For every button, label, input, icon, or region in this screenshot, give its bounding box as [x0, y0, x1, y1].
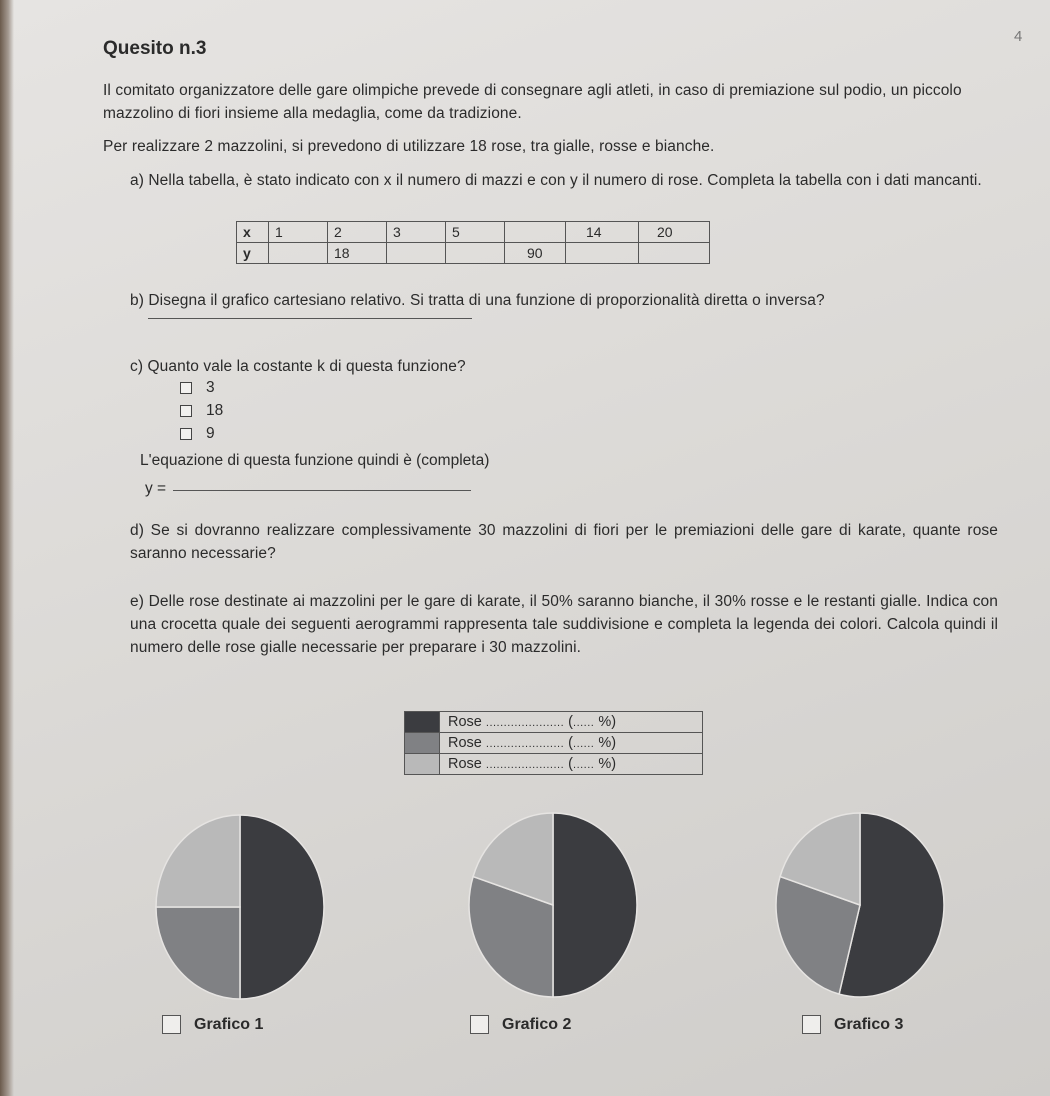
legend-row	[405, 712, 703, 733]
legend-text[interactable]	[440, 754, 703, 775]
legend-text[interactable]	[440, 712, 703, 733]
checkbox[interactable]	[180, 405, 192, 417]
legend-label: Rose	[448, 756, 482, 772]
legend-row	[405, 733, 703, 754]
table-cell-y[interactable]: 18	[328, 243, 387, 264]
legend-open: (	[568, 714, 574, 730]
option-9[interactable]	[180, 425, 215, 443]
pie-chart-3	[770, 810, 950, 1000]
option-3[interactable]	[180, 379, 215, 397]
equation-lhs: y =	[145, 480, 167, 497]
table-cell-y[interactable]: 90	[505, 243, 566, 264]
table-row-x	[237, 222, 710, 243]
part-e-text: e) Delle rose destinate ai mazzolini per le gare di karate, il 50% saranno bianche, il 30% rosse e le restanti gialle. Indica con una crocetta quale dei seguenti aerogrammi rappresenta tale suddivisione e completa la legenda dei colori. Calcola quindi il numero delle rose gialle necessarie per preparare i 30 mazzolini.	[130, 593, 998, 656]
checkbox[interactable]	[162, 1015, 181, 1034]
legend-close: %)	[598, 735, 617, 751]
table-cell-y[interactable]	[639, 243, 710, 264]
option-label: 3	[206, 379, 215, 396]
table-cell-x[interactable]	[505, 222, 566, 243]
option-label: 18	[206, 402, 224, 419]
legend-open: (	[568, 756, 574, 772]
legend-open: (	[568, 735, 574, 751]
part-b-text: b) Disegna il grafico cartesiano relativo. Si tratta di una funzione di proporzionalità diretta o inversa?	[130, 292, 825, 309]
checkbox[interactable]	[180, 428, 192, 440]
table-header-x: x	[237, 222, 269, 243]
option-18[interactable]	[180, 402, 223, 420]
answer-line-b[interactable]	[148, 318, 472, 319]
part-c-text: c) Quanto vale la costante k di questa funzione?	[130, 358, 466, 375]
part-a-text: a) Nella tabella, è stato indicato con x il numero di mazzi e con y il numero di rose. Completa la tabella con i dati mancanti.	[130, 172, 982, 189]
intro-paragraph-2: Per realizzare 2 mazzolini, si prevedono di utilizzare 18 rose, tra gialle, rosse e bianche.	[103, 138, 715, 155]
question-title: Quesito n.3	[103, 38, 207, 59]
chart-caption: Grafico 2	[502, 1015, 572, 1033]
page-shadow-edge	[0, 0, 14, 1096]
checkbox[interactable]	[470, 1015, 489, 1034]
pie-slice	[240, 815, 324, 999]
pie-chart-1	[150, 812, 330, 1002]
legend-text[interactable]	[440, 733, 703, 754]
table-cell-y[interactable]	[566, 243, 639, 264]
table-row-y	[237, 243, 710, 264]
pie-slice	[156, 815, 240, 907]
legend-pct-blank: ......	[573, 717, 595, 729]
intro-paragraph: Il comitato organizzatore delle gare olimpiche prevede di consegnare agli atleti, in caso di premiazione sul podio, un piccolo mazzolino di fiori insieme alla medaglia, come da tradizione.	[103, 82, 962, 122]
table-cell-y[interactable]	[387, 243, 446, 264]
table-cell-x[interactable]: 14	[566, 222, 639, 243]
color-legend	[404, 711, 703, 775]
xy-table	[236, 221, 710, 264]
table-cell-x[interactable]: 5	[446, 222, 505, 243]
grafico-1-option[interactable]	[162, 1015, 263, 1034]
legend-swatch	[405, 754, 440, 775]
handwritten-note: 4	[1014, 28, 1023, 45]
checkbox[interactable]	[180, 382, 192, 394]
checkbox[interactable]	[802, 1015, 821, 1034]
legend-close: %)	[598, 756, 617, 772]
legend-blank: ......................	[485, 738, 565, 750]
legend-blank: ......................	[485, 759, 565, 771]
pie-slice	[156, 907, 240, 999]
option-label: 9	[206, 425, 215, 442]
legend-row	[405, 754, 703, 775]
grafico-2-option[interactable]	[470, 1015, 571, 1034]
table-cell-x[interactable]: 3	[387, 222, 446, 243]
table-cell-y[interactable]	[269, 243, 328, 264]
pie-slice	[553, 813, 637, 997]
legend-pct-blank: ......	[573, 738, 595, 750]
chart-caption: Grafico 3	[834, 1015, 904, 1033]
chart-caption: Grafico 1	[194, 1015, 264, 1033]
legend-label: Rose	[448, 735, 482, 751]
legend-swatch	[405, 712, 440, 733]
legend-swatch	[405, 733, 440, 754]
legend-blank: ......................	[485, 717, 565, 729]
table-cell-x[interactable]: 1	[269, 222, 328, 243]
legend-pct-blank: ......	[573, 759, 595, 771]
equation-prompt: L'equazione di questa funzione quindi è (completa)	[140, 452, 490, 469]
table-cell-x[interactable]: 20	[639, 222, 710, 243]
table-cell-x[interactable]: 2	[328, 222, 387, 243]
legend-label: Rose	[448, 714, 482, 730]
grafico-3-option[interactable]	[802, 1015, 903, 1034]
table-header-y: y	[237, 243, 269, 264]
part-d-text: d) Se si dovranno realizzare complessivamente 30 mazzolini di fiori per le premiazioni delle gare di karate, quante rose saranno necessarie?	[130, 522, 998, 562]
legend-close: %)	[598, 714, 617, 730]
pie-chart-2	[463, 810, 643, 1000]
equation-answer-line[interactable]	[173, 490, 471, 491]
table-cell-y[interactable]	[446, 243, 505, 264]
